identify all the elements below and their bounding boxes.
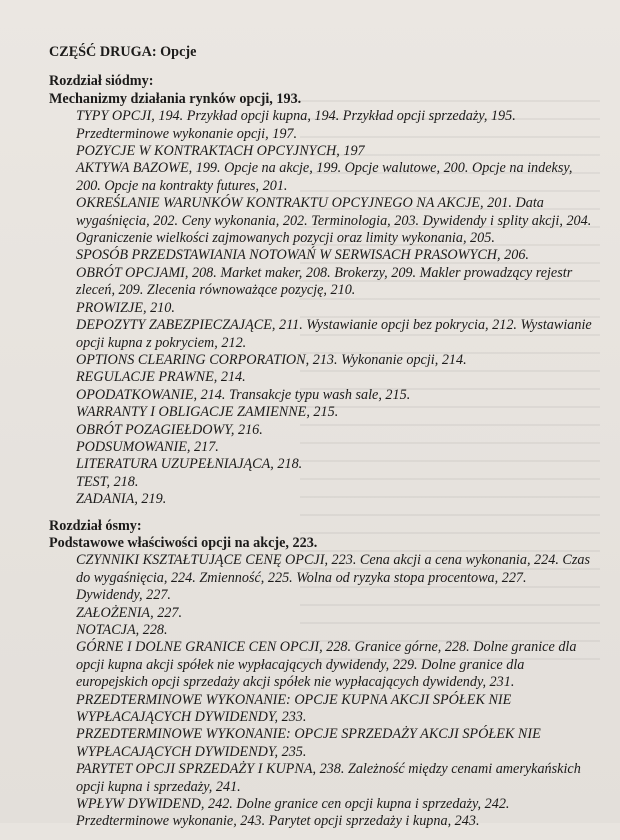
toc-entry: OPODATKOWANIE, 214. Transakcje typu wash sale, 215. (76, 386, 411, 403)
toc-entry: OPTIONS CLEARING CORPORATION, 213. Wykonanie opcji, 214. (76, 351, 467, 368)
toc-entry: TEST, 218. (76, 473, 139, 490)
chapter-section (49, 518, 594, 831)
part-title: CZĘŚĆ DRUGA: Opcje (49, 44, 197, 60)
toc-entry: OBRÓT POZAGIEŁDOWY, 216. (76, 421, 263, 438)
toc-entry: OKREŚLANIE WARUNKÓW KONTRAKTU OPCYJNEGO NA AKCJE, 201. Data wygaśnięcia, 202. Ceny wykonania, 202. Terminologia, 203. Dywidendy i splity akcji, 204. Ograniczenie wielkości zajmowanych pozycji oraz limity wykonania, 205. (76, 195, 592, 247)
toc-entry: POZYCJE W KONTRAKTACH OPCYJNYCH, 197 (76, 143, 365, 160)
chapter-label: Rozdział siódmy: (49, 73, 154, 90)
toc-entry: ZADANIA, 219. (76, 491, 167, 508)
toc-entry-list (49, 552, 594, 831)
toc-entry: REGULACJE PRAWNE, 214. (76, 369, 246, 386)
chapter-section (49, 73, 594, 508)
toc-entry: GÓRNE I DOLNE GRANICE CEN OPCJI, 228. Granice górne, 228. Dolne granice dla opcji kupna akcji spółek nie wypłacających dywidendy, 229. Dolne granice dla europejskich opcji sprzedaży akcji spółek nie wypłacających dywidendy, 231. (76, 639, 577, 691)
toc-entry: OBRÓT OPCJAMI, 208. Market maker, 208. Brokerzy, 209. Makler prowadzący rejestr zleceń, 209. Zlecenia równoważące pozycję, 210. (76, 264, 573, 299)
toc-entry: PODSUMOWANIE, 217. (76, 438, 219, 455)
toc-entry: WPŁYW DYWIDEND, 242. Dolne granice cen opcji kupna i sprzedaży, 242. Przedterminowe wykonanie, 243. Parytet opcji sprzedaży i kupna, 243. (76, 796, 510, 830)
toc-entry: WARRANTY I OBLIGACJE ZAMIENNE, 215. (76, 404, 339, 421)
toc-entry: SPOSÓB PRZEDSTAWIANIA NOTOWAŃ W SERWISACH PRASOWYCH, 206. (76, 247, 529, 264)
chapter-title: Mechanizmy działania rynków opcji, 193. (49, 90, 302, 107)
toc-entry: AKTYWA BAZOWE, 199. Opcje na akcje, 199. Opcje walutowe, 200. Opcje na indeksy, 200. Opcje na kontrakty futures, 201. (76, 160, 573, 194)
chapter-label: Rozdział ósmy: (49, 517, 142, 534)
toc-entry: PARYTET OPCJI SPRZEDAŻY I KUPNA, 238. Zależność między cenami amerykańskich opcji kupna i sprzedaży, 241. (76, 761, 581, 795)
toc-entry: PRZEDTERMINOWE WYKONANIE: OPCJE KUPNA AKCJI SPÓŁEK NIE WYPŁACAJĄCYCH DYWIDENDY, 233. (76, 691, 512, 726)
toc-entry: ZAŁOŻENIA, 227. (76, 604, 183, 621)
toc-entry: LITERATURA UZUPEŁNIAJĄCA, 218. (76, 456, 303, 473)
toc-entry: PROWIZJE, 210. (76, 299, 175, 316)
toc-entry: PRZEDTERMINOWE WYKONANIE: OPCJE SPRZEDAŻY AKCJI SPÓŁEK NIE WYPŁACAJĄCYCH DYWIDENDY, 235. (76, 726, 541, 760)
toc-entry: CZYNNIKI KSZTAŁTUJĄCE CENĘ OPCJI, 223. Cena akcji a cena wykonania, 224. Czas do wygaśnięcia, 224. Zmienność, 225. Wolna od ryzyka stopa procentowa, 227. Dywidendy, 227. (76, 552, 591, 604)
toc-entry: DEPOZYTY ZABEZPIECZAJĄCE, 211. Wystawianie opcji bez pokrycia, 212. Wystawianie opcji kupna z pokryciem, 212. (76, 317, 592, 351)
chapter-list (49, 73, 594, 830)
toc-entry-list (49, 108, 594, 508)
table-of-contents (49, 44, 594, 840)
toc-entry: TYPY OPCJI, 194. Przykład opcji kupna, 194. Przykład opcji sprzedaży, 195. Przedterminowe wykonanie opcji, 197. (76, 108, 516, 142)
toc-entry: NOTACJA, 228. (76, 622, 168, 638)
chapter-title: Podstawowe właściwości opcji na akcje, 223. (49, 534, 318, 551)
